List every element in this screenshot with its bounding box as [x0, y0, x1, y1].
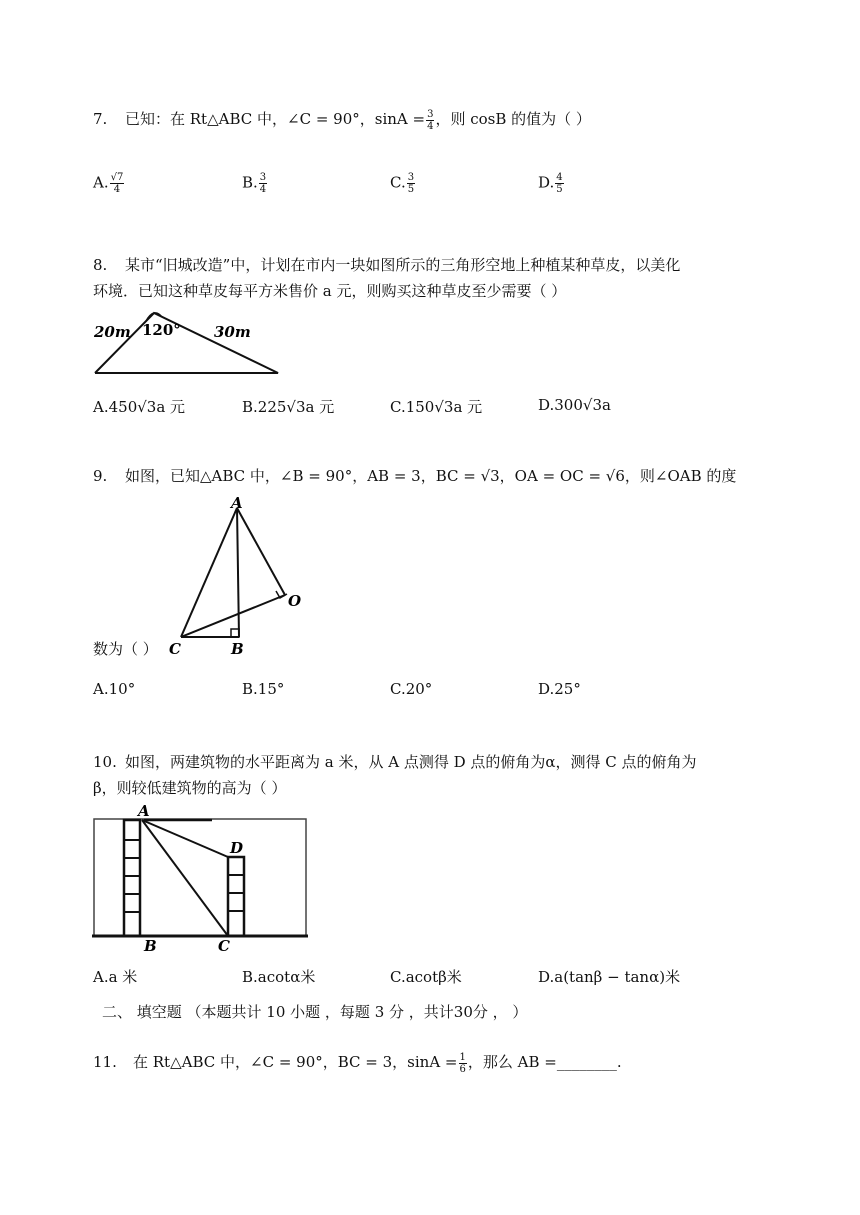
triangle-figure — [90, 305, 290, 380]
question-text: 如图，已知△ABC 中，∠B = 90°，AB = 3，BC = √3，OA = OC = √6，则∠OAB 的度 — [125, 467, 737, 485]
question-text: β，则较低建筑物的高为（ ） — [93, 779, 287, 797]
option-d[interactable]: D.a(tanβ − tanα)米 — [538, 968, 681, 986]
point-label-b: B — [231, 640, 244, 658]
question-text: 如图，两建筑物的水平距离为 a 米，从 A 点测得 D 点的俯角为α，测得 C 点的俯角为 — [125, 753, 697, 771]
question-text-end: ，则 cosB 的值为（ ） — [435, 110, 591, 128]
triangle-outline — [95, 313, 278, 373]
option-c[interactable]: C.20° — [390, 680, 433, 698]
question-7 — [93, 107, 591, 132]
question-number: 11. — [93, 1053, 117, 1071]
option-b[interactable]: B. $\frac{3}{4}$ — [242, 172, 267, 195]
question-text: 环境．已知这种草皮每平方米售价 a 元，则购买这种草皮至少需要（ ） — [93, 282, 567, 300]
question-9 — [93, 464, 736, 488]
question-text: 某市“旧城改造”中，计划在市内一块如图所示的三角形空地上种植某种草皮，以美化 — [125, 256, 681, 274]
triangle-figure-abc-o — [165, 490, 315, 660]
question-number: 10. — [93, 753, 117, 771]
option-a[interactable]: A.450√3a 元 — [93, 398, 186, 416]
right-angle-mark-b — [231, 629, 239, 637]
option-a[interactable]: A.10° — [93, 680, 136, 698]
question-text: 已知：在 Rt△ABC 中，∠C = 90°，sinA = — [125, 110, 426, 128]
tall-building — [124, 820, 140, 936]
option-a[interactable]: A. $\frac{√7}{4}$ — [93, 172, 124, 195]
question-10-line-2 — [93, 776, 286, 800]
question-11 — [93, 1050, 622, 1075]
option-b[interactable]: B.15° — [242, 680, 285, 698]
fraction: $\frac{1}{6}$ — [459, 1051, 466, 1075]
point-label-b: B — [144, 937, 157, 955]
figure-frame — [94, 819, 306, 936]
question-8 — [93, 253, 680, 277]
option-a[interactable]: A.a 米 — [93, 968, 138, 986]
side-label-left: 20m — [94, 323, 131, 341]
short-building — [228, 857, 244, 936]
option-c[interactable]: C. $\frac{3}{5}$ — [390, 172, 415, 195]
option-c[interactable]: C.150√3a 元 — [390, 398, 483, 416]
option-d[interactable]: D.300√3a — [538, 396, 611, 414]
question-number: 9. — [93, 467, 108, 485]
section-heading: 二、 填空题 （本题共计 10 小题 ，每题 3 分 ，共计30分 ， ） — [102, 1003, 528, 1021]
option-b[interactable]: B.225√3a 元 — [242, 398, 335, 416]
question-text-end: ，那么 AB =________. — [467, 1053, 622, 1071]
point-label-d: D — [230, 839, 244, 857]
point-label-a: A — [138, 802, 150, 820]
question-10 — [93, 750, 697, 774]
fraction: $\frac{3}{4}$ — [427, 108, 434, 132]
side-label-right: 30m — [214, 323, 251, 341]
segment-ao — [237, 508, 285, 595]
option-d[interactable]: D. $\frac{4}{5}$ — [538, 172, 563, 195]
option-b[interactable]: B.acotα米 — [242, 968, 316, 986]
option-d[interactable]: D.25° — [538, 680, 581, 698]
question-9-line-2 — [93, 637, 158, 661]
question-text: 在 Rt△ABC 中，∠C = 90°，BC = 3，sinA = — [133, 1053, 458, 1071]
question-text: 数为（ ） — [93, 640, 158, 658]
segment-ab — [237, 508, 239, 637]
question-number: 7. — [93, 110, 108, 128]
option-c[interactable]: C.acotβ米 — [390, 968, 462, 986]
point-label-a: A — [231, 494, 243, 512]
question-number: 8. — [93, 256, 108, 274]
point-label-c: C — [218, 937, 230, 955]
point-label-o: O — [288, 592, 302, 610]
angle-label: 120° — [142, 321, 181, 339]
question-8-line-2 — [93, 279, 566, 303]
buildings-figure — [92, 800, 308, 955]
point-label-c: C — [169, 640, 181, 658]
sight-line-to-c — [142, 820, 228, 936]
